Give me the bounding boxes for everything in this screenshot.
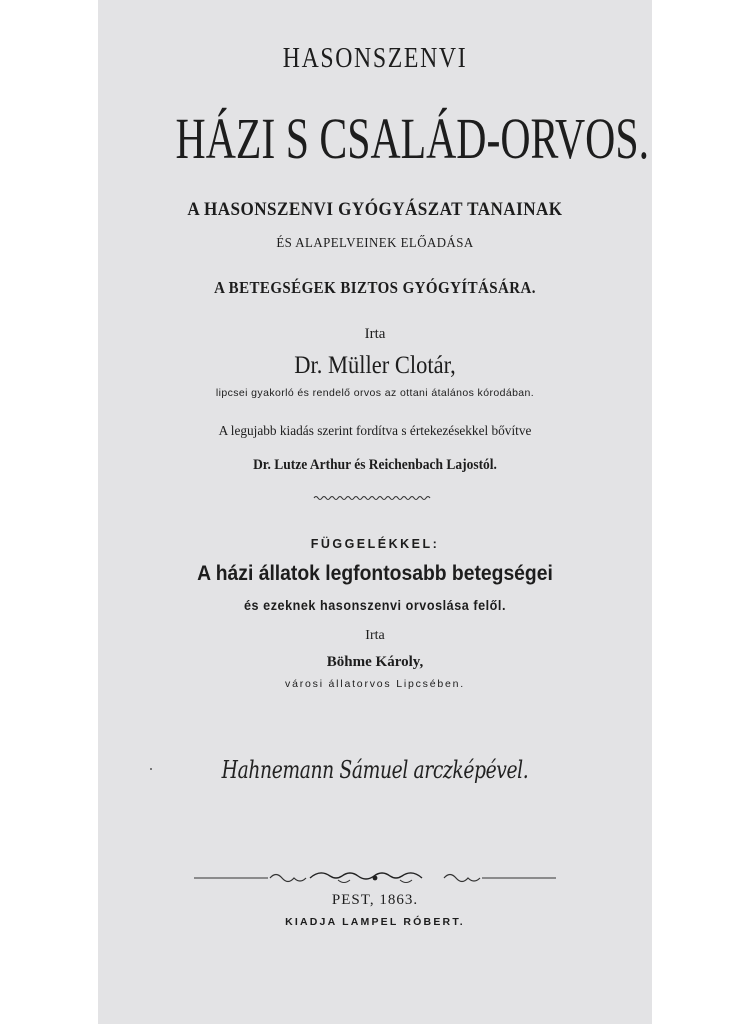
appendix-author-position: városi állatorvos Lipcsében.	[285, 678, 465, 690]
author-position: lipcsei gyakorló és rendelő orvos az ottani átalános kórodában.	[215, 387, 535, 399]
title-page	[98, 0, 652, 1024]
translation-note: A legujabb kiadás szerint fordítva s értekezésekkel bővítve	[218, 424, 532, 439]
title-line-1: HASONSZENVI	[282, 42, 468, 74]
publisher: KIADJA LAMPEL RÓBERT.	[285, 916, 465, 928]
wavy-divider	[98, 492, 652, 504]
subtitle-line-3: A BETEGSÉGEK BIZTOS GYÓGYÍTÁSÁRA.	[214, 278, 536, 297]
appendix-subtitle: és ezeknek hasonszenvi orvoslása felől.	[244, 597, 506, 613]
appendix-author: Böhme Károly,	[326, 654, 424, 670]
ink-speck	[150, 768, 152, 770]
by-label-2: Irta	[365, 628, 385, 643]
appendix-heading: FÜGGELÉKKEL:	[310, 537, 440, 551]
appendix-title: A házi állatok legfontosabb betegségei	[197, 562, 553, 585]
main-title: HÁZI S CSALÁD-ORVOS.	[175, 106, 650, 171]
by-label: Irta	[364, 326, 386, 342]
author-name: Dr. Müller Clotár,	[294, 352, 456, 379]
handwritten-note: Hahnemann Sámuel arczképével.	[221, 756, 529, 784]
imprint-place-year: PEST, 1863.	[331, 892, 419, 908]
subtitle-line-2: ÉS ALAPELVEINEK ELŐADÁSA	[276, 236, 474, 251]
ornamental-rule	[98, 870, 652, 886]
translators: Dr. Lutze Arthur és Reichenbach Lajostól.	[253, 457, 497, 473]
subtitle-line-1: A HASONSZENVI GYÓGYÁSZAT TANAINAK	[187, 199, 563, 220]
